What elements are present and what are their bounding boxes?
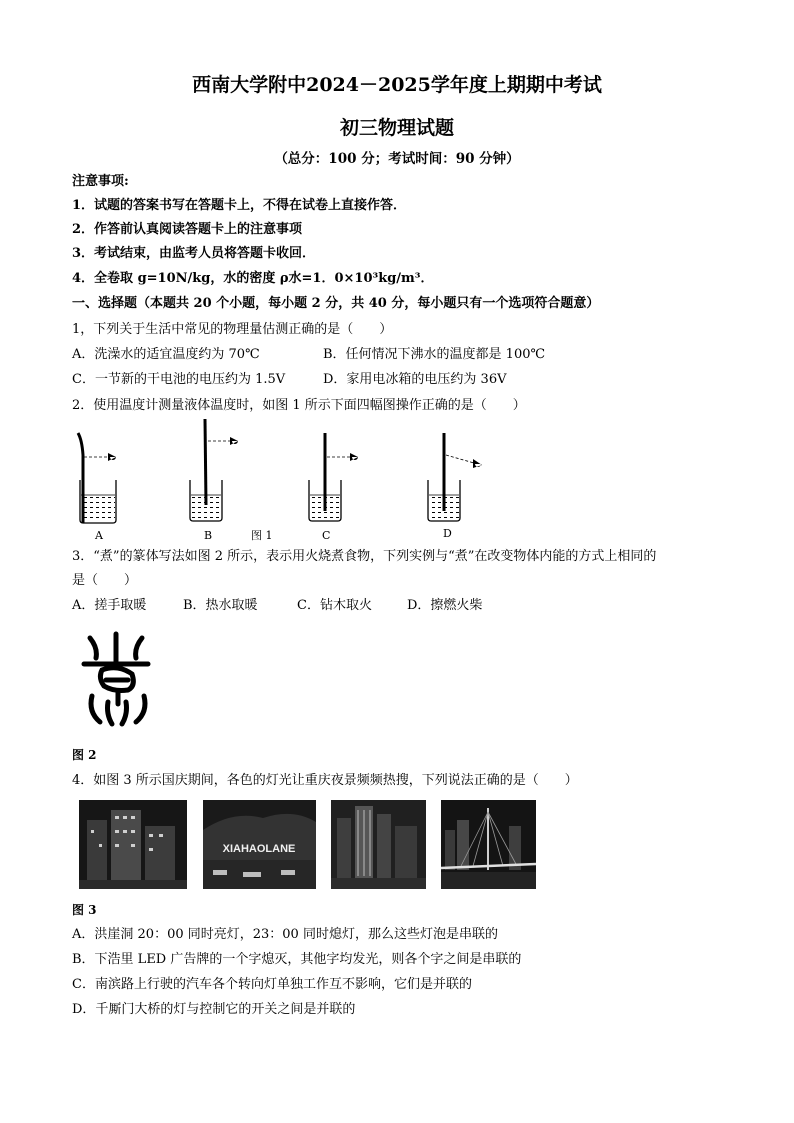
q3-stem-line2: 是（ ） [72,573,138,588]
q4-option-b: B．下浩里 LED 广告牌的一个字熄灭，其他字均发光，则各个字之间是串联的 [72,952,522,967]
q3-option-b: B．热水取暖 [183,598,258,613]
q3-option-d: D．擦燃火柴 [407,598,483,613]
notice-item-1: 1．试题的答案书写在答题卡上，不得在试卷上直接作答． [72,198,407,213]
diagram-b [190,419,238,521]
q4-option-a: A．洪崖洞 20：00 同时亮灯，23：00 同时熄灯，那么这些灯泡是串联的 [72,927,498,942]
photo-xiahaolane [203,800,316,889]
q1-option-a: A．洗澡水的适宜温度约为 70℃ [72,347,260,362]
photo-hongyadong [79,800,187,889]
q4-option-d: D．千厮门大桥的灯与控制它的开关之间是并联的 [72,1002,356,1017]
fig1-label-d: D [443,527,452,540]
q1-option-b: B．任何情况下沸水的温度都是 100℃ [323,347,546,362]
q1-stem: 1，下列关于生活中常见的物理量估测正确的是（ ） [72,322,393,337]
diagram-a [78,433,116,523]
photo-sign-text: XIAHAOLANE [222,843,296,855]
fig2-caption: 图 2 [72,748,97,762]
photo-qiansimen-bridge [441,800,536,889]
notice-heading: 注意事项: [72,174,129,189]
exam-info: （总分：100 分；考试时间：90 分钟） [274,151,520,167]
exam-title: 西南大学附中2024－2025学年度上期期中考试 [192,74,602,96]
q1-option-d: D．家用电冰箱的电压约为 36V [323,372,507,387]
q2-stem: 2．使用温度计测量液体温度时，如图 1 所示下面四幅图操作正确的是（ ） [72,398,526,413]
notice-item-3: 3．考试结束，由监考人员将答题卡收回． [72,246,316,261]
diagram-d [428,433,482,521]
q3-option-c: C．钻木取火 [297,598,372,613]
fig1-label-a: A [95,529,103,542]
fig1-label-c: C [322,529,331,542]
q3-stem-line1: 3．“煮”的篆体写法如图 2 所示，表示用火烧煮食物，下列实例与“煮”在改变物体内能的方式上相同的 [72,549,657,564]
fig3-caption: 图 3 [72,903,97,917]
q1-option-c: C．一节新的干电池的电压约为 1.5V [72,372,286,387]
notice-item-2: 2．作答前认真阅读答题卡上的注意事项 [72,222,303,237]
photo-nanbin-road [331,800,426,889]
q4-option-c: C．南滨路上行驶的汽车各个转向灯单独工作互不影响，它们是并联的 [72,977,472,992]
figure-2-seal-script-glyph [78,630,158,728]
q3-option-a: A．搓手取暖 [72,598,147,613]
section-heading: 一、选择题（本题共 20 个小题，每小题 2 分，共 40 分，每小题只有一个选项符合题意） [72,296,600,311]
fig1-caption: 图 1 [251,529,273,542]
diagram-c [309,433,358,521]
fig1-label-b: B [204,529,213,542]
exam-subtitle: 初三物理试题 [339,117,454,139]
notice-item-4: 4．全卷取 g=10N/kg，水的密度 ρ水=1．0×10³kg/m³． [72,271,434,286]
q4-stem: 4．如图 3 所示国庆期间，各色的灯光让重庆夜景频频热搜，下列说法正确的是（ ） [72,773,578,788]
